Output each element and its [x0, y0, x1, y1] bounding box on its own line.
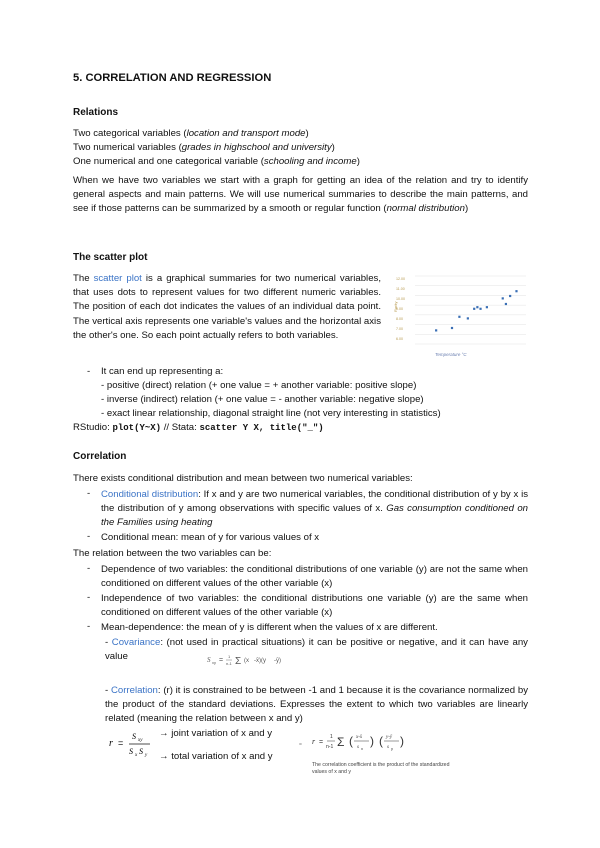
svg-text:=: = [219, 657, 224, 664]
dependence-item: Dependence of two variables: the conditional distributions of one variable (y) are not the same when conditioned on different values of the other variable (x) [101, 564, 528, 590]
y-tick-label: 12.00 [396, 277, 405, 281]
bullet-dash: - [87, 366, 91, 377]
scatter-point [458, 316, 460, 318]
svg-text:S: S [207, 656, 211, 664]
scatter-point [509, 295, 511, 297]
correlation-caption: The correlation coefficient is the product of the standardized values of x and y [312, 762, 450, 775]
svg-text:-x̄)(y: -x̄)(y [254, 658, 266, 664]
relations-line-1: Two categorical variables (location and transport mode) [73, 128, 309, 139]
svg-text:xy: xy [138, 738, 143, 743]
svg-text:=: = [319, 739, 324, 746]
svg-text:s: s [387, 745, 389, 750]
svg-text:1: 1 [228, 654, 231, 659]
scatter-point [479, 308, 481, 310]
svg-text:=: = [299, 742, 302, 748]
svg-text:-ȳ): -ȳ) [274, 658, 281, 664]
independence-item: Independence of two variables: the conditional distributions one variable (y) are the same when conditioned on different values of the other variable (x) [101, 593, 528, 619]
svg-text:y: y [145, 753, 148, 758]
scatter-point [451, 327, 453, 329]
relations-heading: Relations [73, 107, 119, 118]
svg-text:(: ( [379, 734, 383, 748]
scatter-sub-3: - exact linear relationship, diagonal straight line (not very interesting in statistics) [101, 408, 441, 419]
chart-points [435, 290, 518, 331]
page-title: 5. CORRELATION AND REGRESSION [73, 72, 272, 84]
covariance-link[interactable]: Covariance [111, 637, 161, 648]
svg-text:n-1: n-1 [326, 744, 334, 750]
y-tick-label: 8.00 [396, 317, 403, 321]
svg-text:1: 1 [330, 734, 333, 740]
bullet-dash: - [87, 488, 91, 499]
svg-text:y-ȳ: y-ȳ [386, 735, 393, 740]
scatter-sub-1: - positive (direct) relation (+ one value = + another variable: positive slope) [101, 380, 417, 391]
relation-intro: The relation between the two variables can be: [73, 548, 272, 559]
relations-line-2: Two numerical variables (grades in highschool and university) [73, 142, 335, 153]
scatter-point [435, 329, 437, 331]
scatter-point [502, 297, 504, 299]
joint-variation-label: → joint variation of x and y [159, 728, 273, 739]
svg-text:x: x [361, 746, 363, 751]
scatter-plot-link[interactable]: scatter plot [93, 273, 142, 284]
mean-dependence-item: Mean-dependence: the mean of y is different when the values of x are different. [101, 622, 438, 633]
svg-text:s: s [357, 745, 359, 750]
svg-text:x: x [135, 753, 138, 758]
software-commands: RStudio: plot(Y~X) // Stata: scatter Y X, title("_") [73, 422, 324, 433]
x-axis-label: Temperature °C [435, 352, 467, 357]
relations-line-3: One numerical and one categorical variable (schooling and income) [73, 156, 360, 167]
scatter-point [476, 306, 478, 308]
svg-text:Σ: Σ [235, 656, 242, 667]
y-tick-label: 11.00 [396, 287, 405, 291]
y-axis-label: Rarity [393, 301, 398, 312]
svg-text:(x: (x [244, 658, 249, 664]
conditional-mean-item: Conditional mean: mean of y for various values of x [101, 532, 320, 543]
correlation-link[interactable]: Correlation [110, 685, 158, 696]
correlation-intro: There exists conditional distribution and mean between two numerical variables: [73, 473, 413, 484]
svg-text:): ) [400, 734, 404, 748]
svg-text:r: r [312, 737, 316, 746]
scatter-sub-2: - inverse (indirect) relation (+ one value = - another variable: negative slope) [101, 394, 424, 405]
chart-grid [415, 276, 526, 344]
bullet-dash: - [87, 531, 91, 542]
svg-text:n-1: n-1 [226, 661, 232, 666]
bullet-dash: - [87, 563, 91, 574]
svg-text:xy: xy [212, 660, 216, 665]
scatter-point [467, 317, 469, 319]
correlation-heading: Correlation [73, 451, 127, 462]
svg-text:r: r [109, 738, 113, 749]
y-tick-label: 9.00 [396, 307, 403, 311]
bullet-dash: - [87, 621, 91, 632]
svg-text:S: S [129, 747, 133, 756]
covariance-formula [206, 650, 282, 670]
correlation-ratio-formula [108, 727, 158, 761]
scatter-point [505, 303, 507, 305]
covariance-item: - Covariance: (not used in practical situations) it can be positive or negative, and it can have any value [105, 637, 528, 663]
y-tick-label: 7.00 [396, 327, 403, 331]
svg-text:S: S [139, 747, 143, 756]
bullet-dash: - [87, 592, 91, 603]
correlation-item: - Correlation: (r) it is constrained to be between -1 and 1 because it is the covariance normalized by the product of the standard deviations. Expresses the extent to which two variables are linearly related (meaning the relation between x and y) [105, 685, 528, 725]
scatter-paragraph: The scatter plot is a graphical summaries for two numerical variables, that uses dots to represent values for two different numeric variables. The position of each dot indicates the values of an individual data point. The vertical axis represents one variable's values and the horizontal axis the other's one. So each point actually refers to both variables. [73, 273, 381, 341]
svg-text:S: S [132, 732, 136, 741]
scatter-heading: The scatter plot [73, 252, 148, 263]
svg-text:Σ: Σ [337, 735, 345, 749]
scatter-dash-item: It can end up representing a: [101, 366, 224, 377]
svg-text:(: ( [349, 734, 353, 748]
svg-text:y: y [391, 746, 393, 751]
svg-text:=: = [118, 738, 124, 748]
scatter-point [515, 290, 517, 292]
relations-paragraph: When we have two variables we start with a graph for getting an idea of the relation and try to identify general aspects and main patterns. We will use numerical summaries to describe the main patterns, and see if those patterns can be summarized by a smooth or regular function (normal distribution) [73, 175, 528, 215]
y-tick-label: 10.00 [396, 297, 405, 301]
svg-text:x-x̄: x-x̄ [356, 735, 363, 740]
scatter-point [473, 308, 475, 310]
example-scatter-chart [393, 272, 531, 360]
total-variation-label: → total variation of x and y [159, 751, 273, 762]
conditional-distribution-link[interactable]: Conditional distribution [101, 489, 199, 500]
y-tick-label: 6.00 [396, 337, 403, 341]
conditional-distribution-item: Conditional distribution: If x and y are two numerical variables, the conditional distribution of y by x is the distribution of y among observations with specific values of x. Gas consumption conditioned on the Families using heating [101, 489, 528, 529]
standardized-correlation-formula [296, 729, 436, 755]
scatter-point [486, 306, 488, 308]
svg-text:): ) [370, 734, 374, 748]
